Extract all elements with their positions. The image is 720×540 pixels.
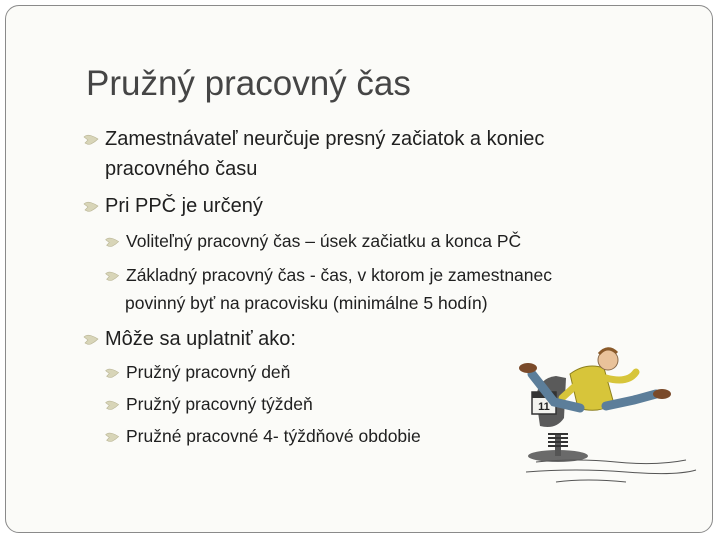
bullet-item-ppc [83,195,263,218]
bullet-text: Základný pracovný čas - čas, v ktorom je zamestnanec [126,265,553,285]
bullet-item-employer [83,128,544,151]
bullet-text: Pružný pracovný deň [126,362,291,382]
slide [5,5,713,533]
handwritten-caption-icon [526,460,696,482]
bullet-icon [104,270,126,283]
bullet-text: Môže sa uplatniť ako: [105,328,296,350]
bullet-text: Zamestnávateľ neurčuje presný začiatok a koniec [105,128,545,150]
bullet-item-can-apply [83,328,296,351]
sub-bullet-core-time [104,265,552,286]
bullet-icon [83,133,105,147]
bullet-icon [104,367,126,380]
sub-bullet-flexible-4-week [104,426,421,447]
bullet-icon [104,431,126,444]
bullet-continuation: povinný byť na pracovisku (minimálne 5 hodín) [125,293,488,313]
bullet-icon [104,236,126,249]
bullet-continuation: pracovného času [105,158,258,180]
bullet-icon [83,200,105,214]
bullet-text: Pružný pracovný týždeň [126,394,313,414]
bullet-text: Pružné pracovné 4- týždňové obdobie [126,426,421,446]
man-on-office-chair-illustration [496,338,716,496]
sub-bullet-flexible-week [104,394,313,415]
calendar-number: 11 [538,401,550,413]
bullet-text: Voliteľný pracovný čas – úsek začiatku a konca PČ [126,231,522,251]
bullet-text: Pri PPČ je určený [105,195,263,217]
bullet-icon [83,333,105,347]
slide-title: Pružný pracovný čas [86,64,411,103]
bullet-icon [104,399,126,412]
sub-bullet-flexible-day [104,362,290,383]
sub-bullet-optional-time [104,231,521,252]
